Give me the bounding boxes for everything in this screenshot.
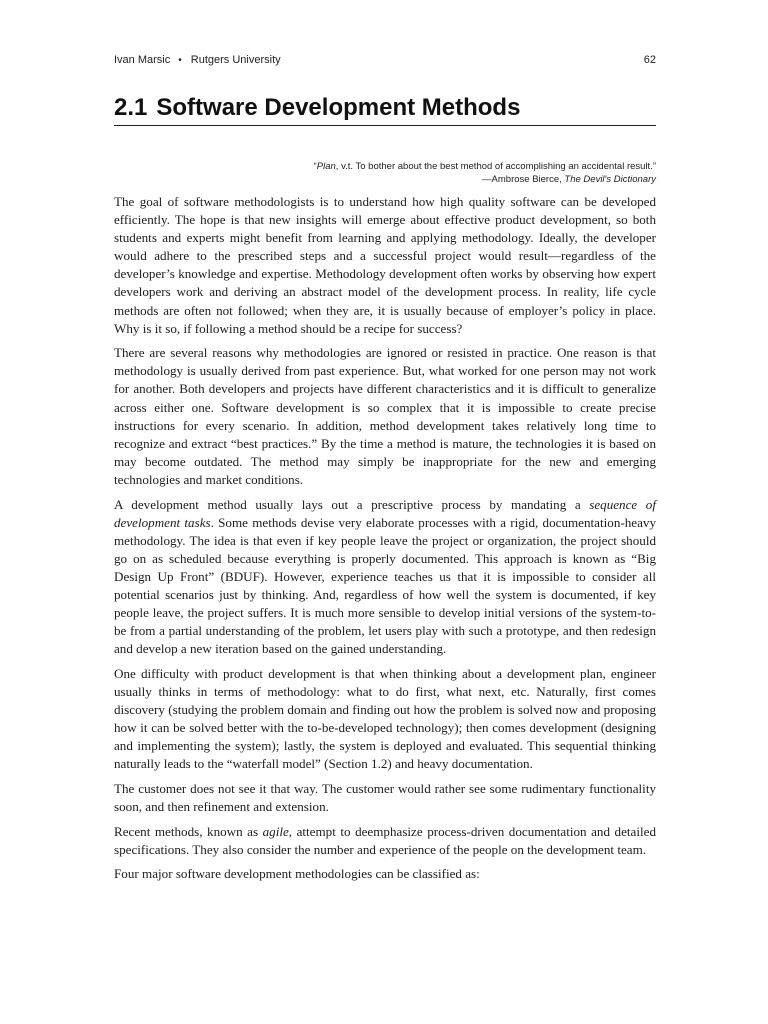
paragraph-3-lead: A development method usually lays out a prescriptive process by mandating a — [114, 496, 590, 512]
header-institution: Rutgers University — [190, 54, 281, 66]
epigraph-quote — [114, 160, 656, 173]
paragraph-6 — [114, 823, 656, 859]
paragraph-2: There are several reasons why methodologies are ignored or resisted in practice. One reason is that methodology is usually derived from past experience. But, what worked for one person may not work for another. Both developers and projects have different characteristics and it is difficult to generalize across either one. Software development is so complex that it is impossible to create precise instructions for every scenario. In addition, method development takes relatively long time to recognize and extract “best practices.” By the time a method is mature, the technologies it is based on may become outdated. The method may simply be inappropriate for the new and emerging technologies and market conditions. — [114, 345, 656, 487]
paragraph-4: One difficulty with product development is that when thinking about a development plan, engineer usually thinks in terms of methodology: what to do first, what next, etc. Naturally, first comes discovery (studying the problem domain and finding out how the problem is solved now and proposing how it can be solved better with the to-be-developed technology); then comes development (designing and implementing the system); lastly, the system is deployed and evaluated. This sequential thinking naturally leads to the “waterfall model” (Section 1.2) and heavy documentation. — [114, 665, 656, 772]
paragraph-3-rest: . Some methods devise very elaborate processes with a rigid, documentation-heavy methodology. The idea is that even if key people leave the project or organization, the project should go on as scheduled because everything is properly documented. This approach is known as “Big Design Up Front” (BDUF). However, experience teaches us that it is impossible to consider all potential scenarios just by thinking. And, regardless of how well the system is documented, if key people leave, the project suffers. It is much more sensible to develop initial versions of the system-to-be from a partial understanding of the problem, let users play with such a prototype, and then redesign and develop a new iteration based on the gained understanding. — [114, 514, 656, 657]
paragraph-5: The customer does not see it that way. The customer would rather see some rudimentary functionality soon, and then refinement and extension. — [114, 780, 656, 814]
emphasis-sequence-of-tasks: sequence of development tasks — [114, 496, 656, 530]
epigraph — [114, 160, 656, 186]
epigraph-author: —Ambrose Bierce, — [482, 174, 565, 185]
paragraph-7: Four major software development methodologies can be classified as: — [114, 866, 480, 882]
epigraph-term: Plan — [316, 161, 336, 172]
body-text — [114, 193, 656, 890]
epigraph-open-quote: “ — [313, 161, 317, 172]
header-author: Ivan Marsic — [114, 54, 171, 66]
running-header — [114, 54, 656, 70]
paragraph-3 — [114, 496, 656, 659]
epigraph-work: The Devil's Dictionary — [564, 174, 656, 185]
section-heading — [114, 93, 656, 126]
epigraph-definition: , v.t. To bother about the best method of accomplishing an accidental result.” — [335, 161, 656, 172]
header-separator: • — [178, 55, 182, 66]
epigraph-attribution — [114, 173, 656, 186]
page-number: 62 — [643, 54, 656, 66]
paragraph-6-lead: Recent methods, known as — [114, 823, 263, 839]
section-title: Software Development Methods — [156, 94, 521, 121]
header-left — [114, 54, 281, 66]
section-number: 2.1 — [114, 94, 148, 121]
emphasis-agile: agile — [262, 823, 289, 839]
paragraph-6-rest: , attempt to deemphasize process-driven documentation and detailed specifications. They also consider the number and experience of the people on the development team. — [114, 823, 656, 857]
paragraph-1: The goal of software methodologists is to understand how high quality software can be developed efficiently. The hope is that new insights will emerge about effective product development, so both students and experts might benefit from learning and applying methodology. Ideally, the developer would adhere to the prescribed steps and a successful project would result—regardless of the developer’s knowledge and expertise. Methodology development often works by observing how expert developers work and deriving an abstract model of the development process. In reality, life cycle methods are often not followed; when they are, it is usually because of employer’s policy in place. Why is it so, if following a method should be a recipe for success? — [114, 194, 656, 336]
